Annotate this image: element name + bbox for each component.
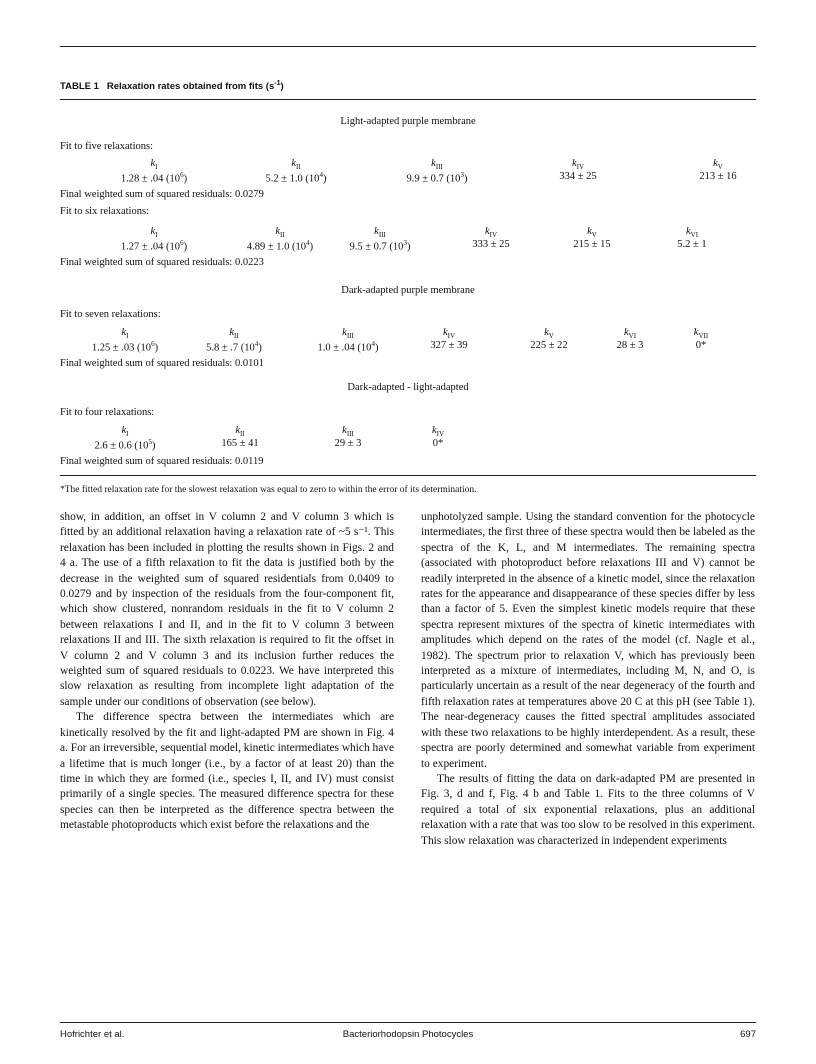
rate-value-text: 9.5 ± 0.7 (10 (349, 241, 404, 253)
rate-symbol: $k_{II}$ (229, 327, 239, 341)
rate-exponent: 4 (306, 239, 310, 248)
rate-symbol: $k_{VII}$ (693, 327, 709, 341)
rate-index: IV (576, 163, 585, 172)
rate-value (368, 438, 508, 449)
rate-index: IV (489, 231, 498, 240)
rate-symbol: $k_{VI}$ (685, 226, 699, 240)
rate-value-close: ) (183, 173, 188, 185)
rate-symbol: $k_I$ (150, 158, 158, 172)
rate-value (508, 171, 648, 182)
rate-symbol: $k_{IV}$ (571, 158, 585, 172)
rate-symbol: $k_{IV}$ (431, 425, 445, 439)
rate-exponent: 3 (460, 171, 464, 180)
rate-cell (84, 226, 224, 253)
rate-index: V (717, 163, 723, 172)
rate-cell (622, 226, 762, 250)
rate-symbol: $k_{VI}$ (623, 327, 637, 341)
footer-page-number: 697 (740, 1029, 756, 1040)
rate-symbol: $k_{III}$ (374, 226, 386, 240)
rate-value-close: ) (374, 342, 379, 354)
rate-symbol: $k_I$ (150, 226, 158, 240)
rate-value-text: 1.27 ± .04 (10 (120, 241, 181, 253)
rate-value (367, 171, 507, 185)
rate-value-close: ) (151, 440, 156, 452)
rate-index: IV (447, 332, 456, 341)
rate-value-text: 9.9 ± 0.7 (10 (406, 173, 461, 185)
rate-index: III (346, 332, 354, 341)
rate-value-text: 1.25 ± .03 (10 (91, 342, 152, 354)
left-column (60, 510, 394, 834)
rate-symbol: $k_I$ (121, 327, 129, 341)
rate-index: II (234, 332, 239, 341)
right-paragraph-1: unphotolyzed sample. Using the standard convention for the photocycle intermediates, the first three of these spectra would then be labeled as the spectra of the K, L, and M intermediates. The remaining spectra (associated with photoproduct before relaxations III and V) cannot be readily interpreted in the absence of a kinetic model, since the relaxation rates for the appearance and disappearance of these species differ by less than a factor of 5. Even the simplest kinetic models require that these spectra represent mixtures of the spectra of kinetic intermediates with amplitudes which depend on the rates of the model (cf. Nagle et al., 1982). The spectrum prior to relaxation V, which has previously been interpreted as a mixture of intermediates, including M, N, and O, is particularly uncertain as a result of the near degeneracy of the fourth and fifth relaxation rates at temperatures above 20 C at this pH (see Table 1). The near-degeneracy causes the fitted spectral amplitudes associated with these two relaxations to be highly interdependent. As a result, these spectra are poorly determined and somewhat variable from experiment to experiment. (421, 511, 755, 770)
rate-index: III (435, 163, 443, 172)
fit-label: Fit to seven relaxations: (60, 309, 161, 320)
rate-value (648, 171, 788, 182)
rate-index: I (155, 163, 158, 172)
table-title-sup: -1 (274, 80, 281, 87)
rate-index: VI (628, 332, 637, 341)
rate-cell (226, 158, 366, 185)
rate-cell (648, 158, 788, 182)
footer-rule (60, 1022, 756, 1023)
rate-index: II (296, 163, 301, 172)
rate-value-text: 29 ± 3 (334, 438, 362, 450)
rate-value-close: ) (183, 241, 188, 253)
rate-symbol: $k_{II}$ (235, 425, 245, 439)
right-column (421, 510, 755, 849)
rate-symbol: $k_{II}$ (275, 226, 285, 240)
fit-label: Fit to four relaxations: (60, 407, 155, 418)
rate-exponent: 4 (319, 171, 323, 180)
left-paragraph-2: The difference spectra between the intermediates which are kinetically resolved by the fit and light-adapted PM are shown in Fig. 4 a. For an irreversible, sequential model, kinetic intermediates which have a lifetime that is much longer (i.e., by a factor of at least 20) than the time in which they are formed (i.e., species I, II, and IV) must consist primarily of a single species. The measured difference spectra for these species can then be interpreted as the difference spectra between the metastable photoproducts which exist before the relaxations and the (60, 711, 395, 832)
rate-value-close: ) (154, 342, 159, 354)
rate-value-text: 5.2 ± 1.0 (10 (265, 173, 320, 185)
rate-value-close: ) (406, 241, 411, 253)
rate-index: II (240, 430, 245, 439)
rate-symbol: $k_V$ (587, 226, 597, 240)
rate-value-text: 5.2 ± 1 (677, 239, 707, 251)
residual-sum: Final weighted sum of squared residuals: 0.0119 (60, 456, 264, 467)
fit-label: Fit to five relaxations: (60, 141, 154, 152)
fit-label: Fit to six relaxations: (60, 206, 149, 217)
rate-exponent: 6 (180, 239, 184, 248)
rate-value-text: 333 ± 25 (472, 239, 510, 251)
rate-cell (368, 425, 508, 449)
rate-index: I (126, 332, 129, 341)
rate-cell (508, 158, 648, 182)
rate-value-close: ) (463, 173, 468, 185)
table-label: TABLE 1 (60, 81, 99, 93)
table-top-rule (60, 99, 756, 100)
rate-value (84, 171, 224, 185)
left-paragraph-1: show, in addition, an offset in V column 2 and V column 3 which is fitted by an additional relaxation having a relaxation rate of ~5 s⁻¹. This relaxation has been included in plotting the results shown in Figs. 2 and 4 a. The use of a fifth relaxation to fit the data is justified both by the decrease in the weighted sum of squared residentials from 0.0409 to 0.0279 and by inspection of the residuals from the four-component fit, which show clustered, nonrandom residuals in the fit to V column 2 between relaxations I and II, and in the fit to V column 3 between relaxations II and III. The sixth relaxation is required to fit the offset in V column 2 and V column 3 and its inclusion further reduces the weighted sum of squared residuals to 0.0223. We have interpreted this slow relaxation as resulting from incomplete light adaptation of the sample under our conditions of observation (see below). (60, 511, 394, 708)
rate-value-text: 225 ± 22 (530, 340, 568, 352)
table-title-end: ) (280, 81, 284, 93)
table-title: Relaxation rates obtained from fits (s (106, 81, 275, 93)
right-paragraph-2: The results of fitting the data on dark-adapted PM are presented in Fig. 3, d and f, Fig. 4 b and Table 1. Fits to the three columns of V required a total of six exponential relaxations, plus an additional relaxation with a rate that was too slow to be resolved in this experiment. This slow relaxation was characterized in independent experiments (421, 772, 755, 847)
rate-index: III (346, 430, 354, 439)
rate-symbol: $k_V$ (713, 158, 723, 172)
rate-value-text: 4.89 ± 1.0 (10 (246, 241, 307, 253)
rate-index: V (591, 231, 597, 240)
rate-value-text: 2.6 ± 0.6 (10 (94, 440, 149, 452)
rate-value (226, 171, 366, 185)
top-rule (60, 46, 756, 47)
rate-value-close: ) (309, 241, 314, 253)
rate-exponent: 6 (151, 340, 155, 349)
section-heading: Dark-adapted purple membrane (341, 285, 475, 296)
rate-index: I (126, 430, 129, 439)
rate-index: I (155, 231, 158, 240)
rate-symbol: $k_{III}$ (431, 158, 443, 172)
rate-exponent: 4 (254, 340, 259, 349)
rate-exponent: 5 (148, 438, 152, 447)
rate-cell (367, 158, 507, 185)
rate-cell (84, 158, 224, 185)
rate-value-text: 327 ± 39 (430, 340, 468, 352)
rate-symbol: $k_I$ (121, 425, 129, 439)
rate-value-close: ) (258, 342, 262, 354)
rate-value-text: 1.28 ± .04 (10 (120, 173, 181, 185)
rate-exponent: 6 (180, 171, 184, 180)
rate-symbol: $k_{III}$ (342, 425, 354, 439)
rate-symbol: $k_{III}$ (342, 327, 354, 341)
rate-value-text: 0* (695, 340, 707, 352)
rate-symbol: $k_{IV}$ (484, 226, 498, 240)
residual-sum: Final weighted sum of squared residuals: 0.0223 (60, 257, 264, 268)
rate-exponent: 4 (371, 340, 375, 349)
rate-value-close: ) (322, 173, 327, 185)
rate-value-text: 165 ± 41 (221, 438, 259, 450)
rate-value (84, 239, 224, 253)
residual-sum: Final weighted sum of squared residuals: 0.0279 (60, 189, 264, 200)
rate-index: V (548, 332, 554, 341)
section-heading: Light-adapted purple membrane (340, 116, 476, 127)
rate-index: VI (690, 231, 699, 240)
footer-running-title: Bacteriorhodopsin Photocycles (342, 1029, 474, 1040)
rate-value-text: 1.0 ± .04 (10 (317, 342, 372, 354)
residual-sum: Final weighted sum of squared residuals: 0.0101 (60, 358, 264, 369)
rate-symbol: $k_V$ (544, 327, 554, 341)
rate-value-text: 334 ± 25 (559, 171, 597, 183)
rate-exponent: 3 (403, 239, 407, 248)
rate-value-text: 215 ± 15 (573, 239, 611, 251)
table-footnote: *The fitted relaxation rate for the slowest relaxation was equal to zero to within the error of its determination. (60, 485, 477, 495)
section-heading: Dark-adapted - light-adapted (347, 382, 469, 393)
rate-value-text: 5.8 ± .7 (10 (206, 342, 255, 354)
rate-symbol: $k_{II}$ (291, 158, 301, 172)
rate-index: VII (698, 332, 709, 341)
rate-index: IV (436, 430, 445, 439)
rate-value-text: 0* (432, 438, 444, 450)
rate-value (631, 340, 771, 351)
rate-index: II (280, 231, 285, 240)
rate-value-text: 28 ± 3 (616, 340, 644, 352)
table-bottom-rule (60, 475, 756, 476)
rate-value (622, 239, 762, 250)
table-caption (60, 80, 284, 92)
rate-symbol: $k_{IV}$ (442, 327, 456, 341)
rate-value-text: 213 ± 16 (699, 171, 737, 183)
rate-index: III (378, 231, 386, 240)
footer-authors: Hofrichter et al. (60, 1029, 125, 1040)
